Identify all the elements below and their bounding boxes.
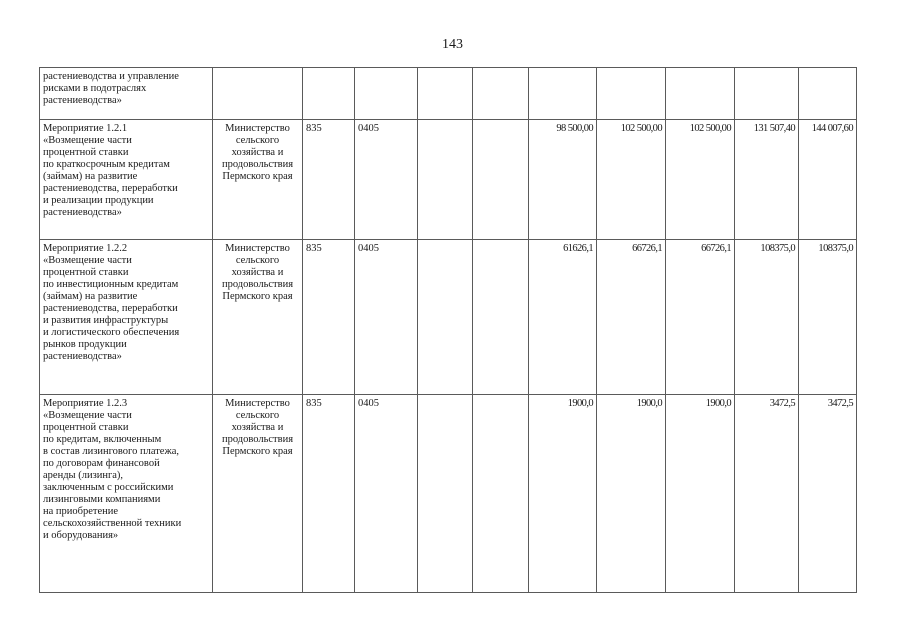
- csr-code-cell: [418, 120, 473, 240]
- event-text-line: и оборудования»: [43, 530, 119, 541]
- amount-year-2-cell: 66726,1: [597, 240, 666, 395]
- event-text-line: растениеводства»: [43, 351, 122, 362]
- amount-year-5-cell: [799, 68, 857, 120]
- event-description-cell: [40, 240, 213, 395]
- amount-year-5-cell: 144 007,60: [799, 120, 857, 240]
- ministry-text-line: продовольствия: [221, 279, 294, 290]
- event-text-line: растениеводства»: [43, 95, 122, 106]
- amount-year-2-cell: 102 500,00: [597, 120, 666, 240]
- grbs-code-cell: [303, 68, 355, 120]
- event-text-line: «Возмещение части: [43, 135, 132, 146]
- amount-year-1-cell: 98 500,00: [529, 120, 597, 240]
- event-text-line: аренды (лизинга),: [43, 470, 124, 481]
- ministry-text-line: сельского: [235, 410, 280, 421]
- ministry-text-line: Министерство: [225, 398, 290, 409]
- event-text-line: лизинговыми компаниями: [43, 494, 161, 505]
- event-text-line: растениеводства, переработки: [43, 183, 178, 194]
- grbs-code-cell: 835: [303, 240, 355, 395]
- ministry-text-line: Пермского края: [222, 171, 293, 182]
- event-text-line: (займам) на развитие: [43, 291, 138, 302]
- amount-year-3-cell: 66726,1: [666, 240, 735, 395]
- ministry-text-line: хозяйства и: [231, 267, 284, 278]
- event-text-line: рынков продукции: [43, 339, 127, 350]
- amount-year-4-cell: 3472,5: [735, 395, 799, 593]
- ministry-text-line: Пермского края: [222, 446, 293, 457]
- vr-code-cell: [473, 68, 529, 120]
- event-text-line: Мероприятие 1.2.1: [43, 123, 128, 134]
- responsible-ministry-cell: [213, 68, 303, 120]
- event-text-line: «Возмещение части: [43, 410, 132, 421]
- budget-table: [39, 67, 857, 593]
- ministry-text-line: Пермского края: [222, 291, 293, 302]
- ministry-text-line: продовольствия: [221, 159, 294, 170]
- csr-code-cell: [418, 68, 473, 120]
- ministry-text-line: хозяйства и: [231, 422, 284, 433]
- event-text-line: рисками в подотраслях: [43, 83, 147, 94]
- amount-year-4-cell: 131 507,40: [735, 120, 799, 240]
- ministry-text-line: сельского: [235, 255, 280, 266]
- page-number: 143: [442, 37, 463, 52]
- event-description-cell: [40, 68, 213, 120]
- amount-year-1-cell: [529, 68, 597, 120]
- event-text-line: процентной ставки: [43, 422, 129, 433]
- rzpr-code-cell: 0405: [355, 240, 418, 395]
- event-text-line: заключенным с российскими: [43, 482, 174, 493]
- amount-year-2-cell: [597, 68, 666, 120]
- rzpr-code-cell: 0405: [355, 120, 418, 240]
- ministry-text-line: Министерство: [225, 123, 290, 134]
- event-description-cell: [40, 395, 213, 593]
- amount-year-5-cell: 108375,0: [799, 240, 857, 395]
- event-text-line: в состав лизингового платежа,: [43, 446, 180, 457]
- responsible-ministry-cell: [213, 395, 303, 593]
- ministry-text-line: сельского: [235, 135, 280, 146]
- table-row: [40, 395, 857, 593]
- event-text-line: «Возмещение части: [43, 255, 132, 266]
- grbs-code-cell: 835: [303, 120, 355, 240]
- amount-year-1-cell: 1900,0: [529, 395, 597, 593]
- event-text-line: процентной ставки: [43, 267, 129, 278]
- amount-year-3-cell: [666, 68, 735, 120]
- vr-code-cell: [473, 240, 529, 395]
- ministry-text-line: хозяйства и: [231, 147, 284, 158]
- vr-code-cell: [473, 395, 529, 593]
- table-row: [40, 68, 857, 120]
- event-description-cell: [40, 120, 213, 240]
- event-text-line: по краткосрочным кредитам: [43, 159, 170, 170]
- table-row: [40, 120, 857, 240]
- table-row: [40, 240, 857, 395]
- event-text-line: растениеводства, переработки: [43, 303, 178, 314]
- csr-code-cell: [418, 395, 473, 593]
- event-text-line: по кредитам, включенным: [43, 434, 162, 445]
- vr-code-cell: [473, 120, 529, 240]
- event-text-line: процентной ставки: [43, 147, 129, 158]
- rzpr-code-cell: [355, 68, 418, 120]
- amount-year-4-cell: 108375,0: [735, 240, 799, 395]
- event-text-line: растениеводства и управление: [43, 71, 179, 82]
- csr-code-cell: [418, 240, 473, 395]
- event-text-line: и развития инфраструктуры: [43, 315, 169, 326]
- responsible-ministry-cell: [213, 240, 303, 395]
- event-text-line: и реализации продукции: [43, 195, 154, 206]
- table-body: [40, 68, 857, 593]
- amount-year-3-cell: 1900,0: [666, 395, 735, 593]
- responsible-ministry-cell: [213, 120, 303, 240]
- event-text-line: на приобретение: [43, 506, 119, 517]
- amount-year-2-cell: 1900,0: [597, 395, 666, 593]
- ministry-text-line: продовольствия: [221, 434, 294, 445]
- event-text-line: сельскохозяйственной техники: [43, 518, 182, 529]
- event-text-line: растениеводства»: [43, 207, 122, 218]
- ministry-text-line: Министерство: [225, 243, 290, 254]
- event-text-line: Мероприятие 1.2.2: [43, 243, 128, 254]
- event-text-line: и логистического обеспечения: [43, 327, 180, 338]
- event-text-line: по договорам финансовой: [43, 458, 160, 469]
- amount-year-4-cell: [735, 68, 799, 120]
- amount-year-5-cell: 3472,5: [799, 395, 857, 593]
- event-text-line: Мероприятие 1.2.3: [43, 398, 128, 409]
- amount-year-3-cell: 102 500,00: [666, 120, 735, 240]
- event-text-line: по инвестиционным кредитам: [43, 279, 179, 290]
- event-text-line: (займам) на развитие: [43, 171, 138, 182]
- amount-year-1-cell: 61626,1: [529, 240, 597, 395]
- grbs-code-cell: 835: [303, 395, 355, 593]
- rzpr-code-cell: 0405: [355, 395, 418, 593]
